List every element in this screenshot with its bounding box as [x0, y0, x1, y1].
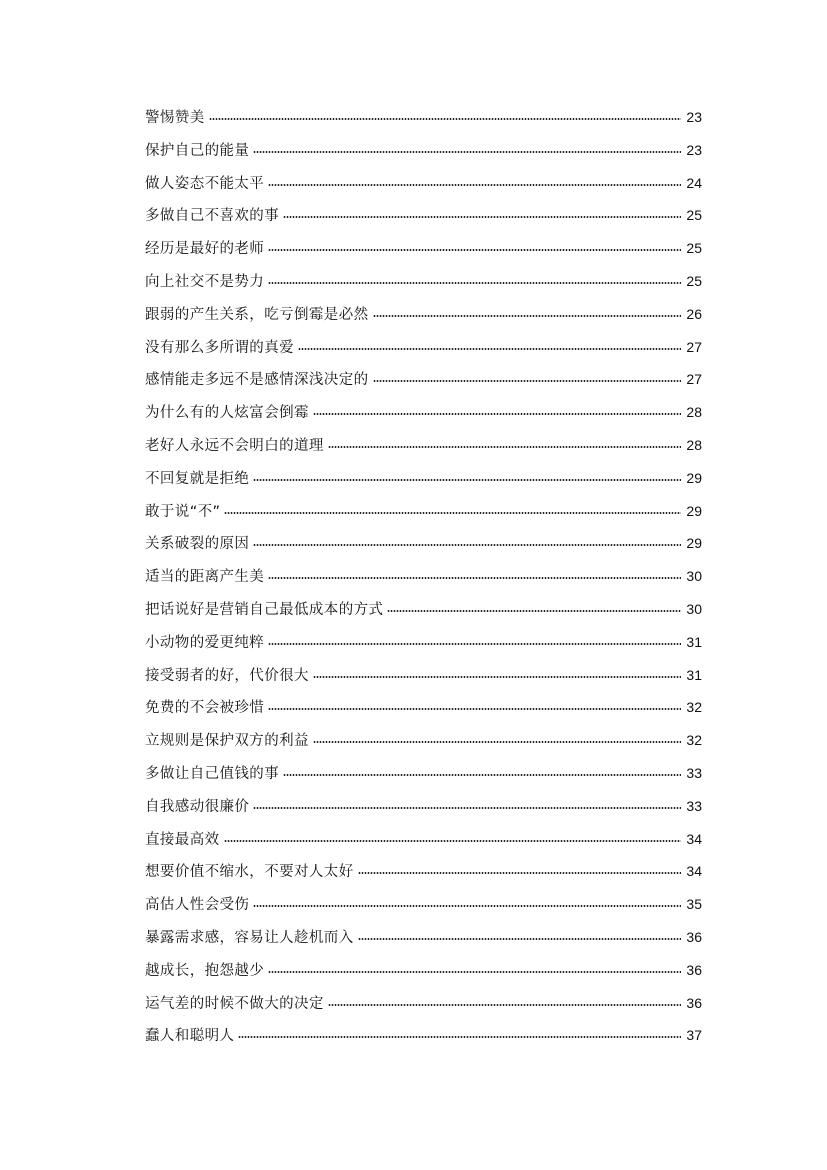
toc-entry-page-number: 24: [686, 174, 702, 191]
toc-entry[interactable]: [145, 595, 702, 628]
toc-entry-title: 适当的距离产生美: [145, 569, 265, 586]
toc-entry-page-number: 26: [686, 305, 702, 322]
toc-leader-dots: [313, 413, 682, 415]
toc-leader-dots: [268, 249, 681, 251]
toc-entry-title: 自我感动很廉价: [145, 798, 250, 815]
toc-leader-dots: [283, 216, 681, 218]
toc-entry-title: 想要价值不缩水，不要对人太好: [145, 864, 354, 881]
toc-entry[interactable]: [145, 923, 702, 956]
toc-entry-title: 敢于说“不”: [145, 503, 221, 520]
toc-entry-title: 接受弱者的好，代价很大: [145, 667, 309, 684]
toc-entry-page-number: 23: [686, 109, 702, 125]
toc-entry-page-number: 25: [686, 240, 702, 257]
toc-leader-dots: [209, 118, 682, 120]
toc-leader-dots: [268, 643, 681, 645]
toc-entry-title: 没有那么多所谓的真爱: [145, 339, 294, 356]
toc-leader-dots: [268, 282, 681, 284]
toc-entry[interactable]: [145, 792, 702, 825]
toc-entry-title: 免费的不会被珍惜: [145, 700, 265, 717]
toc-leader-dots: [268, 971, 681, 973]
toc-entry-page-number: 36: [686, 961, 702, 978]
toc-entry-page-number: 28: [686, 436, 702, 453]
toc-entry-page-number: 33: [686, 764, 702, 781]
toc-entry-page-number: 29: [686, 535, 702, 552]
toc-leader-dots: [373, 315, 682, 317]
toc-entry[interactable]: [145, 234, 702, 267]
toc-leader-dots: [328, 1004, 682, 1006]
toc-entry[interactable]: [145, 661, 702, 694]
toc-entry-page-number: 36: [686, 928, 702, 945]
toc-entry[interactable]: [145, 365, 702, 398]
toc-leader-dots: [313, 676, 682, 678]
toc-entry[interactable]: [145, 562, 702, 595]
toc-leader-dots: [253, 807, 681, 809]
toc-entry-page-number: 34: [686, 863, 702, 880]
toc-entry[interactable]: [145, 956, 702, 989]
toc-entry-title: 直接最高效: [145, 831, 220, 848]
toc-entry-title: 运气差的时候不做大的决定: [145, 995, 324, 1012]
toc-entry[interactable]: [145, 136, 702, 169]
toc-entry-page-number: 29: [686, 469, 702, 486]
toc-entry[interactable]: [145, 333, 702, 366]
toc-leader-dots: [253, 544, 681, 546]
toc-entry[interactable]: [145, 628, 702, 661]
toc-entry-title: 立规则是保护双方的利益: [145, 733, 309, 750]
toc-entry[interactable]: [145, 693, 702, 726]
toc-entry[interactable]: [145, 989, 702, 1022]
table-of-contents: [145, 103, 702, 1054]
toc-entry-title: 把话说好是营销自己最低成本的方式: [145, 601, 384, 618]
toc-entry[interactable]: [145, 726, 702, 759]
toc-entry-title: 暴露需求感，容易让人趁机而入: [145, 929, 354, 946]
toc-leader-dots: [298, 348, 681, 350]
toc-entry[interactable]: [145, 300, 702, 333]
toc-leader-dots: [253, 151, 681, 153]
toc-entry-page-number: 37: [686, 1027, 702, 1044]
toc-entry-title: 警惕赞美: [145, 110, 205, 126]
toc-entry[interactable]: [145, 890, 702, 923]
toc-entry[interactable]: [145, 529, 702, 562]
toc-entry-page-number: 32: [686, 732, 702, 749]
toc-leader-dots: [328, 446, 682, 448]
toc-leader-dots: [373, 380, 682, 382]
toc-entry-title: 老好人永远不会明白的道理: [145, 437, 324, 454]
toc-leader-dots: [268, 708, 681, 710]
toc-entry[interactable]: [145, 201, 702, 234]
toc-leader-dots: [387, 610, 681, 612]
toc-entry-title: 为什么有的人炫富会倒霉: [145, 405, 309, 422]
toc-entry-page-number: 23: [686, 141, 702, 158]
toc-entry[interactable]: [145, 169, 702, 202]
toc-leader-dots: [224, 512, 681, 514]
toc-entry[interactable]: [145, 431, 702, 464]
toc-entry-page-number: 29: [686, 502, 702, 519]
toc-entry-title: 做人姿态不能太平: [145, 175, 265, 192]
toc-entry[interactable]: [145, 464, 702, 497]
toc-entry-page-number: 25: [686, 272, 702, 289]
toc-entry-title: 经历是最好的老师: [145, 241, 265, 258]
toc-entry-page-number: 30: [686, 568, 702, 585]
toc-entry-title: 多做自己不喜欢的事: [145, 208, 280, 225]
toc-leader-dots: [253, 479, 681, 481]
toc-entry-title: 蠢人和聪明人: [145, 1028, 235, 1045]
toc-entry[interactable]: [145, 857, 702, 890]
toc-entry-page-number: 34: [686, 830, 702, 847]
toc-entry-page-number: 25: [686, 207, 702, 224]
toc-leader-dots: [268, 577, 681, 579]
toc-entry[interactable]: [145, 1021, 702, 1054]
toc-entry[interactable]: [145, 759, 702, 792]
toc-entry-title: 向上社交不是势力: [145, 273, 265, 290]
toc-entry-page-number: 31: [686, 666, 702, 683]
toc-entry-title: 高估人性会受伤: [145, 897, 250, 914]
toc-entry-title: 多做让自己值钱的事: [145, 765, 280, 782]
toc-entry-page-number: 31: [686, 633, 702, 650]
toc-entry[interactable]: [145, 267, 702, 300]
toc-entry-page-number: 35: [686, 896, 702, 913]
toc-entry[interactable]: [145, 398, 702, 431]
toc-entry[interactable]: [145, 103, 702, 136]
toc-leader-dots: [238, 1036, 681, 1038]
toc-entry-page-number: 27: [686, 338, 702, 355]
toc-entry-title: 关系破裂的原因: [145, 536, 250, 553]
toc-entry-page-number: 30: [686, 600, 702, 617]
toc-entry-page-number: 28: [686, 404, 702, 421]
toc-leader-dots: [358, 872, 682, 874]
toc-leader-dots: [268, 184, 681, 186]
toc-leader-dots: [358, 938, 682, 940]
toc-leader-dots: [253, 905, 681, 907]
toc-entry-title: 小动物的爱更纯粹: [145, 634, 265, 651]
toc-entry-title: 感情能走多远不是感情深浅决定的: [145, 372, 369, 389]
toc-entry[interactable]: [145, 825, 702, 858]
toc-entry-title: 跟弱的产生关系，吃亏倒霉是必然: [145, 306, 369, 323]
toc-entry-page-number: 33: [686, 797, 702, 814]
toc-entry-title: 越成长，抱怨越少: [145, 962, 265, 979]
toc-leader-dots: [313, 741, 682, 743]
toc-entry-title: 不回复就是拒绝: [145, 470, 250, 487]
toc-entry-page-number: 32: [686, 699, 702, 716]
toc-entry[interactable]: [145, 497, 702, 530]
toc-leader-dots: [224, 840, 682, 842]
toc-entry-title: 保护自己的能量: [145, 142, 250, 159]
toc-entry-page-number: 27: [686, 371, 702, 388]
toc-leader-dots: [283, 774, 681, 776]
toc-entry-page-number: 36: [686, 994, 702, 1011]
